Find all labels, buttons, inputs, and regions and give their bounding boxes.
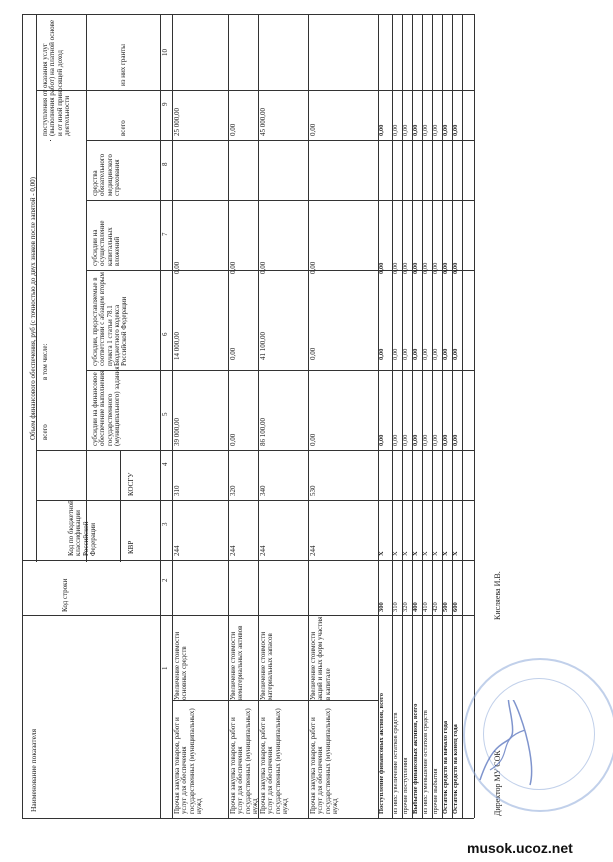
row-subsidy-78: 0,00: [229, 261, 237, 274]
table-border-bottom: [22, 818, 474, 819]
summary-value: 0,00: [442, 124, 449, 136]
row-subsidy-78: 0,00: [309, 261, 317, 274]
summary-x: X: [412, 551, 419, 556]
cell-separator: [172, 700, 378, 701]
summary-x: X: [378, 551, 385, 556]
header-line: [120, 450, 121, 562]
header-kbk: Код по бюджетной классификации Российской Федерации: [67, 500, 98, 556]
row-kvr: 244: [309, 545, 317, 556]
summary-value: 0,00: [422, 262, 429, 274]
header-kosgu: КОСГУ: [127, 472, 135, 496]
row-subsidy-task: 41 100,00: [259, 332, 267, 360]
summary-value: 0,00: [392, 262, 399, 274]
header-kvr: КВР: [127, 540, 135, 554]
summary-value: 0,00: [422, 434, 429, 446]
summary-name: Выбытие финансовых активов, всего: [412, 703, 419, 814]
column-separator: [22, 615, 474, 616]
summary-value: 0,00: [452, 124, 459, 136]
row-paid-services: 0,00: [309, 123, 317, 136]
row-kosgu: 310: [173, 485, 181, 496]
director-name: Кисляева И.В.: [493, 571, 502, 620]
summary-value: 0,00: [442, 434, 449, 446]
column-separator: [86, 200, 474, 201]
summary-code: 400: [412, 602, 419, 612]
row-name: Прочая закупка товаров, работ и услуг для обеспечения государственных (муниципальных) нужд: [173, 708, 204, 814]
summary-value: 0,00: [432, 434, 439, 446]
column-separator: [86, 370, 474, 371]
summary-value: 0,00: [392, 124, 399, 136]
row-paid-services: 25 000,00: [173, 108, 181, 136]
row-total: 39 000,00: [173, 418, 181, 446]
column-separator: [22, 560, 474, 561]
summary-value: 0,00: [402, 124, 409, 136]
table-border-left: [22, 14, 23, 818]
summary-x: X: [392, 551, 399, 556]
header-volume: Объем финансового обеспечения, руб (с точностью до двух знаков после запятой - 0,00): [29, 177, 37, 440]
column-number: 4: [161, 462, 169, 466]
summary-value: 0,00: [378, 262, 385, 274]
summary-code: 320: [402, 602, 409, 612]
row-subsidy-task: 0,00: [229, 347, 237, 360]
header-line: [160, 14, 161, 818]
summary-value: 0,00: [412, 124, 419, 136]
column-separator: [86, 140, 474, 141]
header-oms: средства обязательного медицинского страхования: [91, 153, 122, 196]
summary-value: 0,00: [442, 348, 449, 360]
summary-value: 0,00: [412, 348, 419, 360]
signature: [470, 700, 550, 790]
summary-code: 300: [378, 602, 385, 612]
header-grants: из них гранты: [119, 44, 127, 86]
row-total: 0,00: [309, 433, 317, 446]
summary-value: 0,00: [412, 434, 419, 446]
summary-name: прочие выбытия: [432, 768, 439, 814]
header-including: в том числе:: [41, 343, 49, 380]
summary-code: 420: [432, 602, 439, 612]
summary-value: 0,00: [378, 434, 385, 446]
header-subsidy-capital: субсидии на осуществление капитальных вложений: [91, 220, 122, 266]
row-subname: Увеличение стоимости акций и иных форм участия в капитале: [309, 616, 332, 700]
column-number: 6: [161, 332, 169, 336]
summary-value: 0,00: [392, 434, 399, 446]
column-separator: [36, 500, 162, 501]
summary-x: X: [422, 551, 429, 556]
summary-value: 0,00: [452, 434, 459, 446]
row-kosgu: 530: [309, 485, 317, 496]
summary-value: 0,00: [422, 124, 429, 136]
column-number: 10: [161, 49, 169, 56]
summary-value: 0,00: [432, 262, 439, 274]
header-line: [36, 140, 37, 141]
summary-name: из них: увеличение остатков средств: [392, 712, 399, 814]
row-kvr: 244: [259, 545, 267, 556]
summary-value: 0,00: [378, 348, 385, 360]
header-subsidy-78: субсидии, предоставляемые в соответствии с абзацем вторым пункта 1 статьи 78.1 Бюджетного кодекса Российской Федерации: [91, 272, 129, 366]
row-subname: Увеличение стоимости основных средств: [173, 631, 189, 700]
row-subsidy-task: 0,00: [309, 347, 317, 360]
summary-code: 310: [392, 602, 399, 612]
summary-name: Поступление финансовых активов, всего: [378, 693, 385, 814]
summary-value: 0,00: [402, 262, 409, 274]
column-number: 8: [161, 162, 169, 166]
row-subname: Увеличение стоимости нематериальных активов: [229, 625, 245, 700]
header-total-2: всего: [119, 120, 127, 136]
column-number: 1: [161, 666, 169, 670]
column-number: 7: [161, 232, 169, 236]
summary-name: Остаток средств на начало года: [442, 720, 449, 814]
summary-value: 0,00: [412, 262, 419, 274]
row-subsidy-task: 14 000,00: [173, 332, 181, 360]
column-separator: [36, 450, 474, 451]
column-separator: [86, 90, 474, 91]
header-name: Наименование показателя: [29, 728, 38, 812]
header-line: [50, 140, 51, 141]
row-kosgu: 320: [229, 485, 237, 496]
summary-x: X: [402, 551, 409, 556]
header-total: всего: [41, 424, 49, 440]
column-number: 2: [161, 578, 169, 582]
row-name: Прочая закупка товаров, работ и услуг для обеспечения государственных (муниципальных) нужд: [229, 708, 260, 814]
row-total: 0,00: [229, 433, 237, 446]
row-total: 86 100,00: [259, 418, 267, 446]
column-number: 5: [161, 412, 169, 416]
row-name: Прочая закупка товаров, работ и услуг для обеспечения государственных (муниципальных) нужд: [309, 708, 340, 814]
summary-value: 0,00: [452, 348, 459, 360]
director-label: Директор МУ СОК: [493, 750, 502, 816]
header-paid-services: поступления от оказания услуг (выполнения работ) на платной основе и от иной приносящей доход деятельности: [41, 20, 72, 136]
row-paid-services: 45 000,00: [259, 108, 267, 136]
summary-x: X: [452, 551, 459, 556]
row-kvr: 244: [173, 545, 181, 556]
row-subsidy-78: 0,00: [259, 261, 267, 274]
summary-code: 500: [442, 602, 449, 612]
column-number: 3: [161, 522, 169, 526]
row-subname: Увеличение стоимости материальных запасов: [259, 631, 275, 700]
row-paid-services: 0,00: [229, 123, 237, 136]
summary-value: 0,00: [432, 124, 439, 136]
summary-name: прочие поступления: [402, 757, 409, 814]
table-border-top: [22, 14, 474, 15]
summary-code: 410: [422, 602, 429, 612]
summary-name: Остаток средств на конец года: [452, 724, 459, 814]
watermark-text: musok.ucoz.net: [467, 840, 573, 856]
header-subsidy-task: субсидии на финансовое обеспечение выполнения государственного (муниципального) задания: [91, 366, 122, 446]
row-subsidy-78: 0,00: [173, 261, 181, 274]
summary-code: 600: [452, 602, 459, 612]
row-kvr: 244: [229, 545, 237, 556]
summary-value: 0,00: [442, 262, 449, 274]
summary-name: из них: уменьшение остатков средств: [422, 710, 429, 814]
summary-value: 0,00: [392, 348, 399, 360]
header-line: [86, 14, 87, 562]
summary-value: 0,00: [452, 262, 459, 274]
column-number: 9: [161, 102, 169, 106]
summary-value: 0,00: [378, 124, 385, 136]
summary-value: 0,00: [402, 434, 409, 446]
row-separator: [462, 14, 463, 818]
summary-value: 0,00: [402, 348, 409, 360]
row-name: Прочая закупка товаров, работ и услуг для обеспечения государственных (муниципальных) нужд: [259, 708, 290, 814]
summary-x: X: [432, 551, 439, 556]
header-code: Код строки: [61, 578, 69, 612]
summary-value: 0,00: [432, 348, 439, 360]
summary-x: X: [442, 551, 449, 556]
row-kosgu: 340: [259, 485, 267, 496]
summary-value: 0,00: [422, 348, 429, 360]
